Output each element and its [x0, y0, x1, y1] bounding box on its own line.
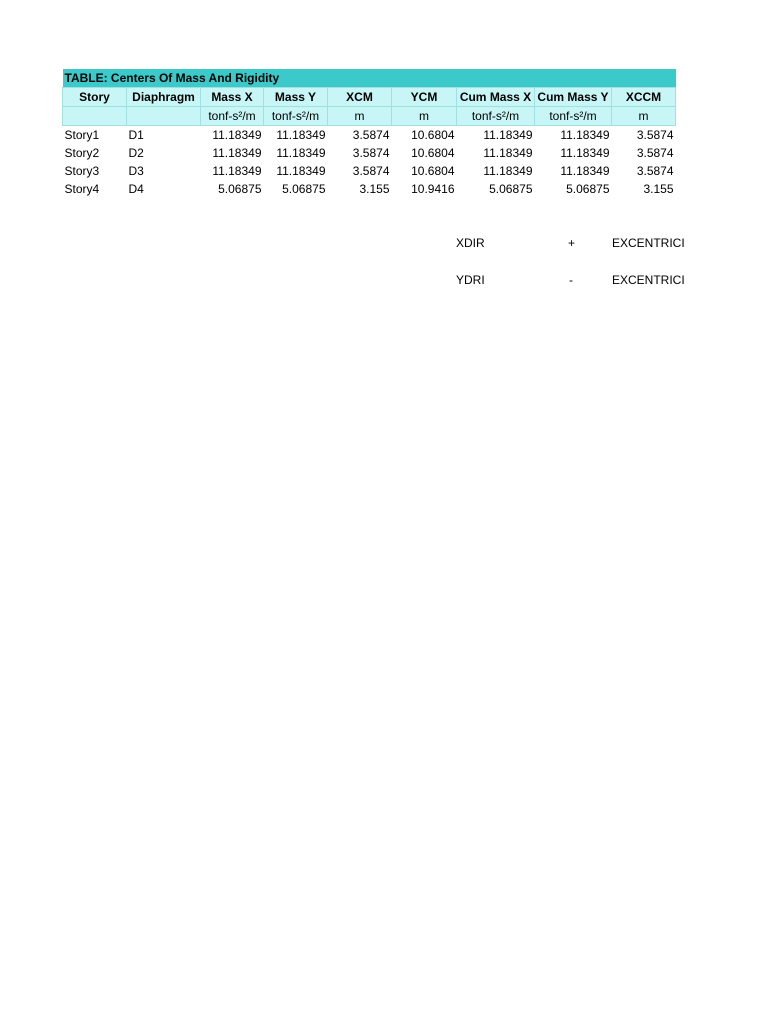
unit-xcm: m: [328, 107, 392, 126]
cell-xccm: 3.5874: [636, 164, 674, 178]
unit-cum-mass-y: tonf-s²/m: [535, 107, 612, 126]
cell-cum-mass-y: 11.18349: [560, 164, 610, 178]
cell-ycm: 10.6804: [411, 128, 455, 142]
cell-xcm: 3.5874: [352, 146, 390, 160]
cell-story: Story2: [64, 146, 100, 160]
cell-mass-x: 11.18349: [212, 128, 262, 142]
header-xcm: XCM: [328, 88, 392, 107]
cell-xcm: 3.5874: [352, 164, 390, 178]
unit-xccm: m: [612, 107, 676, 126]
cell-diaphragm: D4: [128, 182, 144, 196]
unit-ycm: m: [392, 107, 457, 126]
cell-cum-mass-y: 11.18349: [560, 146, 610, 160]
xdir-sign: +: [568, 236, 576, 250]
table-row: [63, 144, 676, 162]
cell-cum-mass-x: 5.06875: [489, 182, 533, 196]
cell-story: Story1: [64, 128, 100, 142]
cell-xcm: 3.5874: [352, 128, 390, 142]
cell-mass-y: 11.18349: [276, 164, 326, 178]
cell-xcm: 3.155: [359, 182, 390, 196]
cell-diaphragm: D3: [128, 164, 144, 178]
unit-mass-x: tonf-s²/m: [201, 107, 264, 126]
unit-diaphragm: [127, 107, 201, 126]
cell-cum-mass-x: 11.18349: [483, 164, 533, 178]
cell-cum-mass-x: 11.18349: [483, 146, 533, 160]
unit-mass-y: tonf-s²/m: [264, 107, 328, 126]
table-title-row: [63, 69, 676, 88]
cell-mass-y: 5.06875: [282, 182, 326, 196]
header-cum-mass-x: Cum Mass X: [457, 88, 535, 107]
cell-story: Story4: [64, 182, 100, 196]
ydri-sign: -: [569, 273, 573, 287]
xdir-excentricity-label: EXCENTRICI: [612, 236, 685, 250]
cell-cum-mass-y: 11.18349: [560, 128, 610, 142]
table-row: [63, 126, 676, 145]
xdir-label: XDIR: [456, 236, 485, 250]
cell-xccm: 3.5874: [636, 128, 674, 142]
header-mass-y: Mass Y: [264, 88, 328, 107]
cell-mass-x: 11.18349: [212, 146, 262, 160]
cell-mass-y: 11.18349: [276, 128, 326, 142]
table-title: TABLE: Centers Of Mass And Rigidity: [63, 69, 676, 88]
cell-ycm: 10.6804: [411, 164, 455, 178]
header-cum-mass-y: Cum Mass Y: [535, 88, 612, 107]
header-ycm: YCM: [392, 88, 457, 107]
cell-xccm: 3.5874: [636, 146, 674, 160]
header-mass-x: Mass X: [201, 88, 264, 107]
unit-cum-mass-x: tonf-s²/m: [457, 107, 535, 126]
cell-ycm: 10.6804: [411, 146, 455, 160]
header-story: Story: [63, 88, 127, 107]
header-diaphragm: Diaphragm: [127, 88, 201, 107]
cell-mass-x: 11.18349: [212, 164, 262, 178]
cell-ycm: 10.9416: [411, 182, 455, 196]
table-row: [63, 180, 676, 198]
ydri-excentricity-label: EXCENTRICI: [612, 273, 685, 287]
cell-xccm: 3.155: [643, 182, 674, 196]
cell-story: Story3: [64, 164, 100, 178]
cell-diaphragm: D1: [128, 128, 144, 142]
cell-cum-mass-x: 11.18349: [483, 128, 533, 142]
cell-mass-x: 5.06875: [218, 182, 262, 196]
cell-diaphragm: D2: [128, 146, 144, 160]
ydri-label: YDRI: [456, 273, 485, 287]
table-row: [63, 162, 676, 180]
centers-of-mass-table: [62, 69, 676, 198]
cell-cum-mass-y: 5.06875: [566, 182, 610, 196]
cell-mass-y: 11.18349: [276, 146, 326, 160]
table-header-row: [63, 88, 676, 107]
table-units-row: [63, 107, 676, 126]
header-xccm: XCCM: [612, 88, 676, 107]
unit-story: [63, 107, 127, 126]
